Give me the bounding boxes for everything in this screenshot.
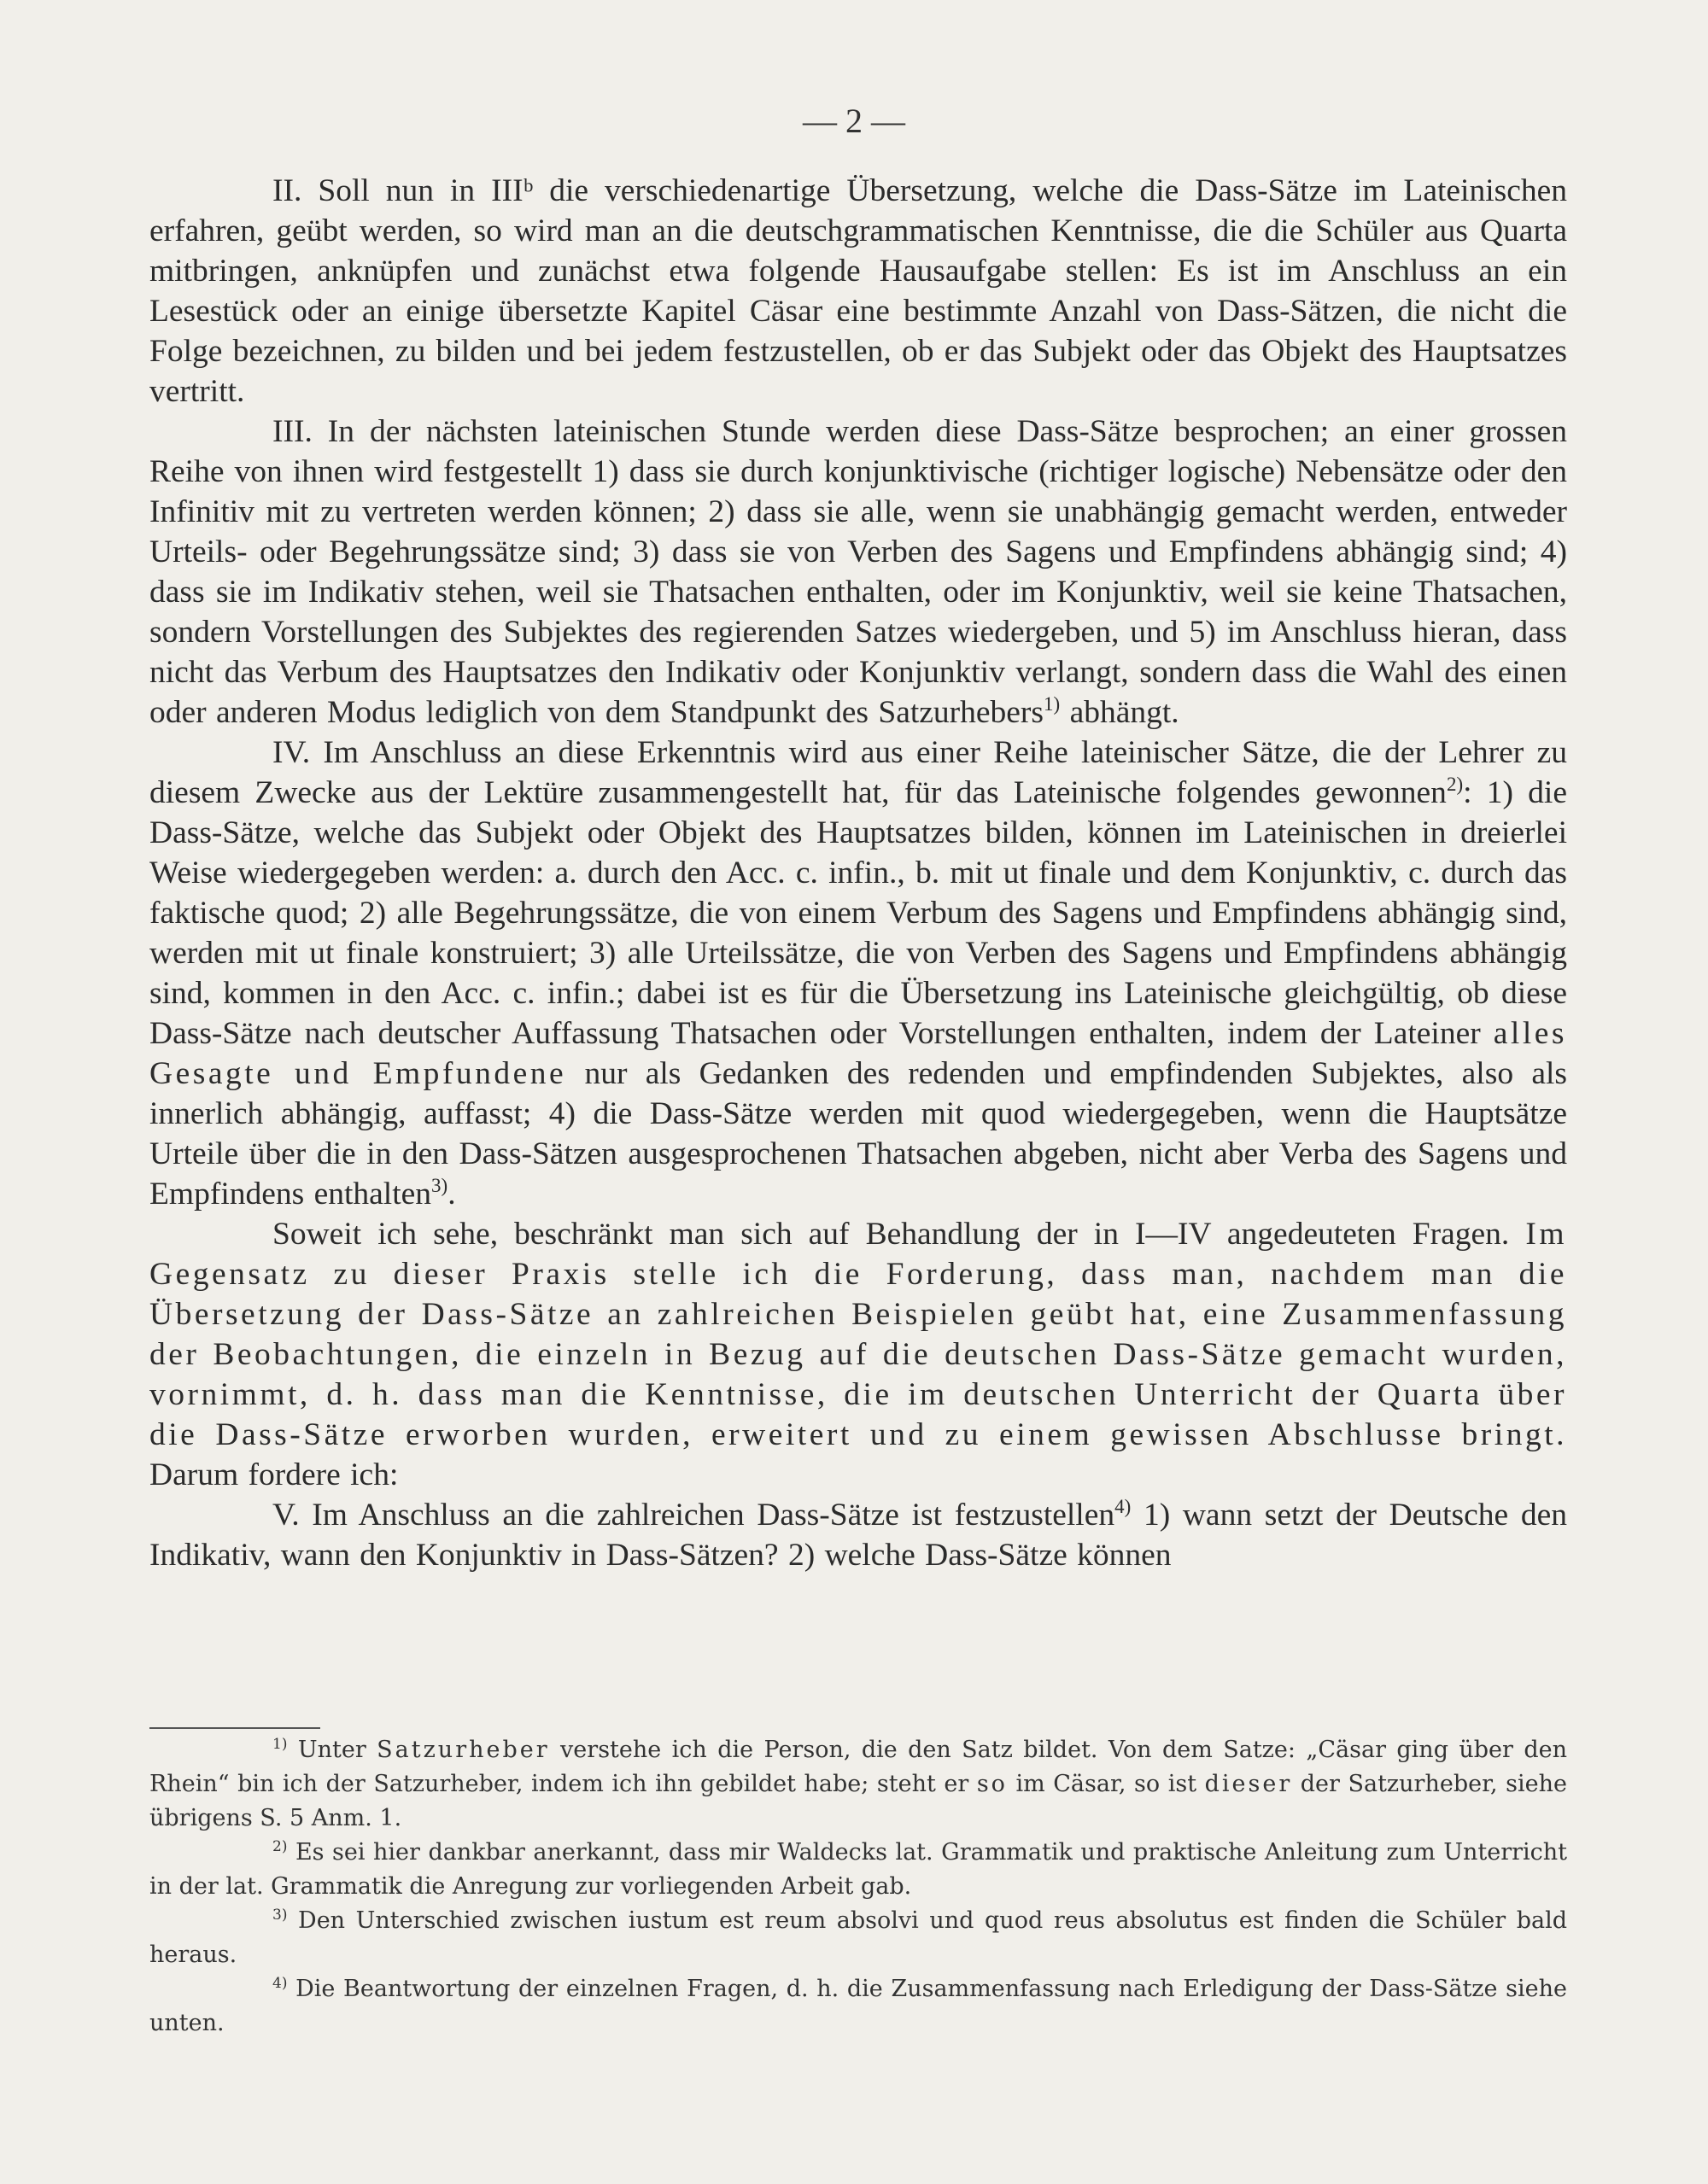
paragraph-v-text-b: 1) wann setzt der Deutsche den Indikativ, wann den Konjunktiv in Dass-Sätzen? 2) welche Dass-Sätze können: [149, 1498, 1567, 1573]
footnote-2: [149, 1836, 1567, 1904]
footnote-3: [149, 1904, 1567, 1972]
paragraph-soweit-text-a: Soweit ich sehe, beschränkt man sich auf Behandlung der in I—IV angedeuteten Fragen.: [272, 1217, 1526, 1252]
footnote-ref-2: 2): [1446, 774, 1464, 795]
paragraph-iv-text-c: nur als Gedanken des redenden und empfindenden Subjektes, also als innerlich abhängig, auffasst; 4) die Dass-Sätze werden mit quod wiedergegeben, wenn die Hauptsätze Urteile über die in den Dass-Sätzen ausgesprochenen Thatsachen abgeben, nicht aber Verba des Sagens und Empfindens enthalten: [149, 1056, 1567, 1212]
footnote-4-text: Die Beantwortung der einzelnen Fragen, d. h. die Zusammenfassung nach Erledigung der Dass-Sätze siehe unten.: [149, 1976, 1567, 2036]
footnote-1-text-c: im Cäsar, so ist: [1007, 1771, 1205, 1797]
paragraph-iv-text-b: : 1) die Dass-Sätze, welche das Subjekt oder Objekt des Hauptsatzes bilden, können im Lateinischen in dreierlei Weise wiedergegeben werden: a. durch den Acc. c. infin., b. mit ut finale und dem Konjunktiv, c. durch das faktische quod; 2) alle Begehrungssätze, die von einem Verbum des Sagens und Empfindens abhängig sind, werden mit ut finale konstruiert; 3) alle Urteilssätze, die von Verben des Sagens und Empfindens abhängig sind, kommen in den Acc. c. infin.; dabei ist es für die Übersetzung ins Lateinische gleichgültig, ob diese Dass-Sätze nach deutscher Auffassung Thatsachen oder Vorstellungen enthalten, indem der Lateiner: [149, 775, 1567, 1051]
footnote-1-mark: 1): [272, 1736, 288, 1753]
footnote-1-text-a: Unter: [287, 1737, 377, 1763]
paragraph-iii-text-b: abhängt.: [1060, 695, 1179, 730]
paragraph-iii-text-a: III. In der nächsten lateinischen Stunde werden diese Dass-Sätze besprochen; an einer grossen Reihe von ihnen wird festgestellt 1) dass sie durch konjunktivische (richtiger logische) Nebensätze oder den Infinitiv mit zu vertreten werden können; 2) dass sie alle, wenn sie unabhängig gemacht werden, entweder Urteils- oder Begehrungssätze sind; 3) dass sie von Verben des Sagens und Empfindens abhängig sind; 4) dass sie im Indikativ stehen, weil sie Thatsachen enthalten, oder im Konjunktiv, weil sie keine Thatsachen, sondern Vorstellungen des Subjektes des regierenden Satzes wiedergeben, und 5) im Anschluss hieran, dass nicht das Verbum des Hauptsatzes den Indikativ oder Konjunktiv verlangt, sondern dass die Wahl des einen oder anderen Modus lediglich von dem Standpunkt des Satzurhebers: [149, 414, 1567, 730]
footnote-1-emphasis-2: so: [976, 1771, 1008, 1797]
paragraph-ii: [149, 171, 1567, 412]
footnote-1: [149, 1733, 1567, 1836]
footnote-1-text-b: verstehe ich die Person, die den Satz bildet. Von dem Satze: „Cäsar ging über den Rhein“ bin ich der Satzurheber, indem ich ihn gebildet habe; steht er: [149, 1737, 1567, 1797]
paragraph-v-text-a: V. Im Anschluss an die zahlreichen Dass-Sätze ist festzustellen: [272, 1498, 1115, 1533]
footnotes: [149, 1733, 1567, 2041]
footnote-4-mark: 4): [272, 1975, 288, 1992]
paragraph-soweit-text-b: Darum fordere ich:: [149, 1457, 399, 1492]
paragraph-iv-text-d: .: [447, 1177, 456, 1212]
footnote-ref-4: 4): [1114, 1496, 1132, 1517]
footnote-3-mark: 3): [272, 1907, 288, 1924]
paragraph-soweit: [149, 1214, 1567, 1495]
paragraph-ii-text: II. Soll nun in IIIᵇ die verschiedenartige Übersetzung, welche die Dass-Sätze im Lateinischen erfahren, geübt werden, so wird man an die deutschgrammatischen Kenntnisse, die die Schüler aus Quarta mitbringen, anknüpfen und zunächst etwa folgende Hausaufgabe stellen: Es ist im Anschluss an ein Lesestück oder an einige übersetzte Kapitel Cäsar eine bestimmte Anzahl von Dass-Sätzen, die nicht die Folge bezeichnen, zu bilden und bei jedem festzustellen, ob er das Subjekt oder das Objekt des Hauptsatzes vertritt.: [149, 173, 1567, 409]
footnote-1-text-d: der Satzurheber, siehe übrigens S. 5 Anm. 1.: [149, 1771, 1567, 1831]
paragraph-iv-text-a: IV. Im Anschluss an diese Erkenntnis wird aus einer Reihe lateinischer Sätze, die der Lehrer zu diesem Zwecke aus der Lektüre zusammengestellt hat, für das Lateinische folgendes gewonnen: [149, 735, 1567, 810]
footnote-1-emphasis-1: Satzurheber: [377, 1737, 550, 1763]
paragraph-iv-emphasis: alles Gesagte und Empfundene: [149, 1016, 1567, 1091]
footnote-3-text: Den Unterschied zwischen iustum est reum absolvi und quod reus absolutus est finden die Schüler bald heraus.: [149, 1907, 1567, 1968]
footnote-1-emphasis-3: dieser: [1204, 1771, 1293, 1797]
footnote-2-text: Es sei hier dankbar anerkannt, dass mir Waldecks lat. Grammatik und praktische Anleitung zum Unterricht in der lat. Grammatik die Anregung zur vorliegenden Arbeit gab.: [149, 1839, 1567, 1900]
footnote-ref-1: 1): [1044, 693, 1061, 715]
footnote-2-mark: 2): [272, 1838, 288, 1855]
paragraph-v: [149, 1495, 1567, 1575]
page-number: — 2 —: [803, 102, 905, 140]
footnote-divider: [149, 1727, 320, 1729]
paragraph-iii: [149, 412, 1567, 733]
footnote-ref-3: 3): [431, 1175, 448, 1196]
paragraph-soweit-emphasis: Im Gegensatz zu dieser Praxis stelle ich die Forderung, dass man, nachdem man die Übersetzung der Dass-Sätze an zahlreichen Beispielen geübt hat, eine Zusammenfassung der Beobachtungen, die einzeln in Bezug auf die deutschen Dass-Sätze gemacht wurden, vornimmt, d. h. dass man die Kenntnisse, die im deutschen Unterricht der Quarta über die Dass-Sätze erworben wurden, erweitert und zu einem gewissen Abschlusse bringt.: [149, 1217, 1567, 1452]
main-text: [149, 171, 1567, 1575]
footnote-4: [149, 1972, 1567, 2041]
paragraph-iv: [149, 733, 1567, 1214]
